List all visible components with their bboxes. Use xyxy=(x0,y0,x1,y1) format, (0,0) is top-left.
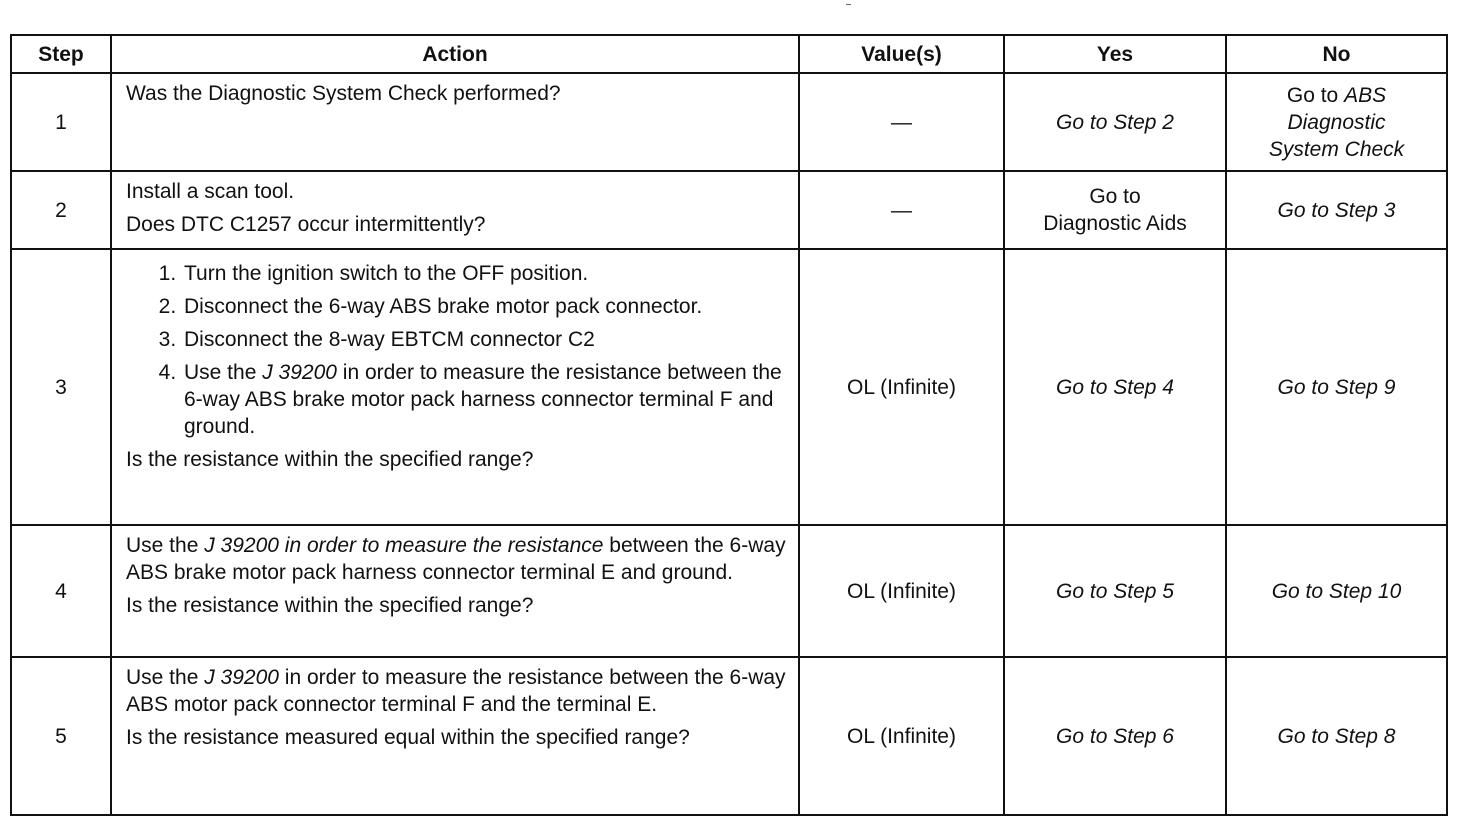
tool-name: J 39200 xyxy=(204,666,279,689)
yes-cell: Go to Step 4 xyxy=(1004,249,1226,525)
header-row xyxy=(11,35,1447,73)
no-cell: Go to Step 8 xyxy=(1226,657,1447,815)
diagnostic-table xyxy=(10,34,1448,816)
action-question: Was the Diagnostic System Check performed? xyxy=(126,82,561,105)
action-text xyxy=(126,532,788,586)
yes-cell: Go to Step 5 xyxy=(1004,525,1226,657)
step-number: 1 xyxy=(11,73,111,171)
yes-text: Go to xyxy=(1089,185,1141,208)
header-action: Action xyxy=(111,35,799,73)
action-cell xyxy=(111,525,799,657)
table-row xyxy=(11,525,1447,657)
value-cell: OL (Infinite) xyxy=(799,249,1004,525)
no-link-text: System Check xyxy=(1268,137,1405,161)
no-link-text: ABS xyxy=(1344,83,1387,107)
table-row xyxy=(11,249,1447,525)
action-list xyxy=(126,260,788,440)
list-item: 1. Turn the ignition switch to the OFF position. xyxy=(182,260,788,287)
yes-cell xyxy=(1004,171,1226,249)
table-row xyxy=(11,657,1447,815)
list-item-text: in order to measure the resistance between the 6-way ABS brake motor pack harness connector terminal F and ground. xyxy=(184,361,782,438)
action-question: Does DTC C1257 occur intermittently? xyxy=(126,213,486,236)
no-cell xyxy=(1226,73,1447,171)
action-question: Is the resistance within the specified range? xyxy=(126,448,534,471)
action-question: Is the resistance measured equal within the specified range? xyxy=(126,726,690,749)
step-number: 4 xyxy=(11,525,111,657)
yes-text: Diagnostic Aids xyxy=(1043,212,1187,235)
action-text-part: in order to measure the resistance between the 6-way ABS motor pack connector terminal F and the terminal E. xyxy=(126,666,786,716)
list-item: 2. Disconnect the 6-way ABS brake motor pack connector. xyxy=(182,293,788,320)
table-row xyxy=(11,73,1447,171)
yes-cell: Go to Step 2 xyxy=(1004,73,1226,171)
value-cell: — xyxy=(799,73,1004,171)
list-item: 3. Disconnect the 8-way EBTCM connector C2 xyxy=(182,326,788,353)
value-cell: OL (Infinite) xyxy=(799,525,1004,657)
tool-name: J 39200 in order to measure the resistance xyxy=(204,534,604,557)
tool-name: J 39200 xyxy=(262,361,337,384)
action-question: Is the resistance within the specified range? xyxy=(126,594,534,617)
no-cell: Go to Step 9 xyxy=(1226,249,1447,525)
list-item xyxy=(182,359,788,440)
step-number: 2 xyxy=(11,171,111,249)
yes-cell: Go to Step 6 xyxy=(1004,657,1226,815)
step-number: 5 xyxy=(11,657,111,815)
no-link-text: Diagnostic xyxy=(1287,110,1386,134)
value-cell: — xyxy=(799,171,1004,249)
action-text-part: Use the xyxy=(126,534,205,557)
value-cell: OL (Infinite) xyxy=(799,657,1004,815)
action-text xyxy=(126,664,788,718)
step-number: 3 xyxy=(11,249,111,525)
table-row xyxy=(11,171,1447,249)
action-text-part: between the 6-way ABS brake motor pack harness connector terminal E and ground. xyxy=(126,534,786,584)
action-cell xyxy=(111,249,799,525)
no-cell: Go to Step 10 xyxy=(1226,525,1447,657)
action-cell xyxy=(111,73,799,171)
header-step: Step xyxy=(11,35,111,73)
scan-mark xyxy=(846,4,851,5)
list-item-text: Use the xyxy=(184,361,263,384)
no-text: Go to xyxy=(1286,83,1345,107)
header-no: No xyxy=(1226,35,1447,73)
action-cell xyxy=(111,657,799,815)
header-values: Value(s) xyxy=(799,35,1004,73)
action-cell xyxy=(111,171,799,249)
action-text: Install a scan tool. xyxy=(126,180,295,203)
no-cell: Go to Step 3 xyxy=(1226,171,1447,249)
action-text-part: Use the xyxy=(126,666,205,689)
header-yes: Yes xyxy=(1004,35,1226,73)
